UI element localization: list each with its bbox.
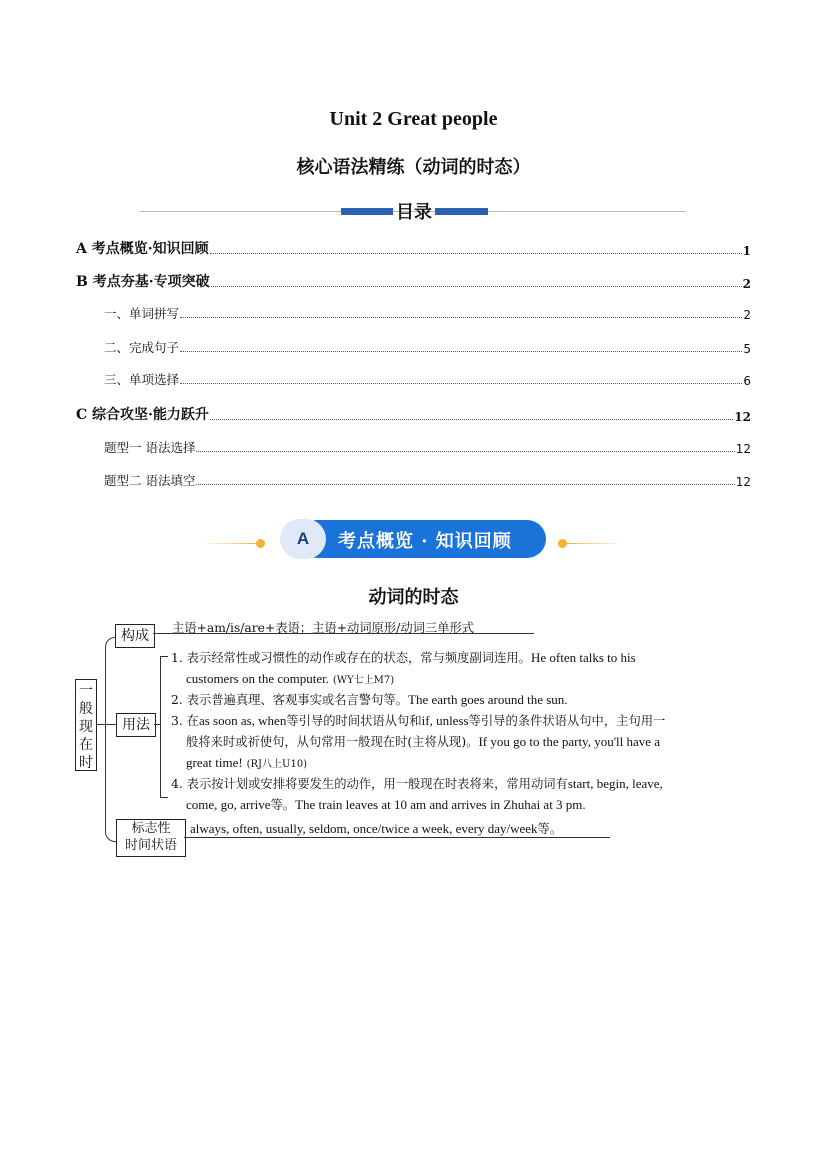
toc-entry[interactable]: A 考点概览·知识回顾 1 [76, 241, 751, 258]
usage-node: 用法 [116, 713, 156, 737]
document-subtitle: 核心语法精练（动词的时态） [296, 157, 531, 178]
marker-node: 标志性 时间状语 [116, 819, 186, 857]
section-banner [280, 519, 546, 559]
usage-item-3: 3. 在as soon as, when等引导的时间状语从句和if, unless等引导的条件状语从句中，主句用一 [171, 713, 666, 728]
toc-entry[interactable]: 一、单词拼写 2 [104, 306, 751, 322]
toc-bar-right [435, 208, 488, 215]
form-text: 主语+am/is/are+表语；主语+动词原形/动词三单形式 [172, 621, 475, 635]
banner-dot-left [256, 539, 265, 548]
marker-text: always, often, usually, seldom, once/twice a week, every day/week等。 [190, 821, 563, 836]
usage-item-1-cont: customers on the computer. (WY七上M7) [186, 671, 395, 686]
document-title: Unit 2 Great people [329, 108, 498, 130]
usage-item-3-cont2: great time! (RJ八上U10) [186, 755, 308, 770]
toc-entry[interactable]: B 考点夯基·专项突破 2 [76, 274, 751, 291]
toc-bar-left [341, 208, 393, 215]
main-bracket [105, 637, 116, 842]
banner-deco-line-right [566, 543, 624, 544]
usage-item-4-cont: come, go, arrive等。The train leaves at 10 am and arrives in Zhuhai at 3 pm. [186, 797, 586, 812]
toc-entry[interactable]: 三、单项选择 6 [104, 372, 751, 388]
root-node: 一般现在时 [75, 679, 97, 771]
banner-text: 考点概览 · 知识回顾 [338, 531, 512, 552]
toc-entry[interactable]: 题型二 语法填空 12 [104, 473, 751, 489]
usage-bracket [160, 656, 168, 798]
usage-item-2: 2. 表示普遍真理、客观事实或名言警句等。The earth goes around the sun. [171, 692, 568, 707]
toc-entry[interactable]: C 综合攻坚·能力跃升 12 [76, 407, 751, 424]
toc-heading: 目录 [396, 202, 432, 223]
form-node: 构成 [115, 624, 155, 648]
section-title: 动词的时态 [368, 587, 459, 608]
usage-item-4: 4. 表示按计划或安排将要发生的动作，用一般现在时表将来，常用动词有start, begin, leave, [171, 776, 663, 791]
usage-item-3-cont: 般将来时或祈使句，从句常用一般现在时(主将从现)。If you go to the party, you'll have a [186, 734, 661, 749]
toc-entry[interactable]: 二、完成句子 5 [104, 340, 751, 356]
banner-deco-line-left [202, 543, 258, 544]
connector [97, 724, 105, 725]
usage-item-1: 1. 表示经常性或习惯性的动作或存在的状态，常与频度副词连用。He often talks to his [171, 650, 636, 665]
banner-letter: A [280, 519, 326, 559]
toc-entry[interactable]: 题型一 语法选择 12 [104, 440, 751, 456]
